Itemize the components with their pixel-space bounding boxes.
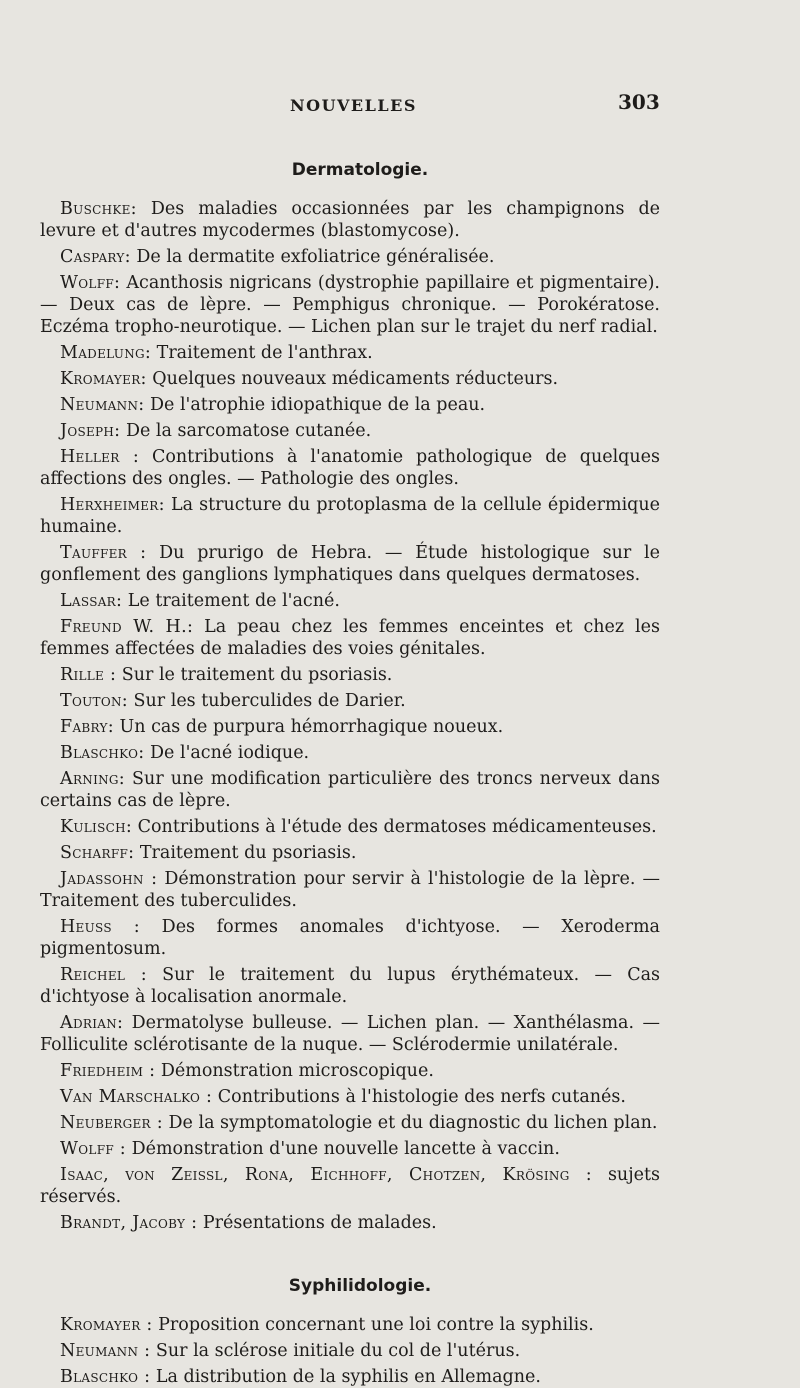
entry-text: Le traitement de l'acné. — [122, 591, 340, 611]
entry — [40, 768, 660, 812]
dermatologie-entries — [40, 198, 660, 1234]
entry-author: Caspary: — [60, 247, 131, 267]
page-header — [40, 88, 680, 122]
entry — [40, 272, 660, 338]
entry-text: Traitement du psoriasis. — [134, 843, 357, 863]
entry — [40, 964, 660, 1008]
entry — [40, 342, 660, 364]
entry-text: La structure du protoplasma de la cellule épidermique humaine. — [40, 495, 660, 537]
entry-author: Kulisch: — [60, 817, 133, 837]
entry — [40, 1212, 660, 1234]
entry-text: Un cas de purpura hémorrhagique noueux. — [113, 717, 504, 737]
entry-author: Neumann: — [60, 395, 145, 415]
entry-text: Sur une modification particulière des troncs nerveux dans certains cas de lèpre. — [40, 769, 660, 811]
entry-author: Wolff: — [60, 273, 121, 293]
entry-text: Proposition concernant une loi contre la syphilis. — [152, 1315, 594, 1335]
entry — [40, 1060, 660, 1082]
entry-author: Lassar: — [60, 591, 123, 611]
entry-author: Brandt, Jacoby : — [60, 1213, 198, 1233]
entry-author: Isaac, von Zeissl, Rona, Eichhoff, Chotzen, Krösing : — [60, 1165, 593, 1185]
entry-text: De l'atrophie idiopathique de la peau. — [144, 395, 486, 415]
syphilidologie-entries — [40, 1314, 660, 1388]
entry — [40, 690, 660, 712]
entry-text: Quelques nouveaux médicaments réducteurs. — [146, 369, 559, 389]
entry — [40, 420, 660, 442]
entry — [40, 394, 660, 416]
entry-author: Arning: — [60, 769, 125, 789]
entry-text: Sur le traitement du psoriasis. — [116, 665, 393, 685]
entry-author: Kromayer: — [60, 369, 147, 389]
entry — [40, 664, 660, 686]
entry — [40, 716, 660, 738]
entry-text: Sur le traitement du lupus érythémateux. — Cas d'ichtyose à localisation anormale. — [40, 965, 661, 1007]
entry — [40, 1086, 660, 1108]
entry — [40, 368, 660, 390]
entry-text: De la symptomatologie et du diagnostic du lichen plan. — [162, 1113, 658, 1133]
entry — [40, 816, 660, 838]
entry-text: De l'acné iodique. — [144, 743, 310, 763]
section-heading-dermatologie: Dermatologie. — [291, 160, 429, 180]
entry — [40, 1314, 660, 1336]
entry — [40, 1138, 660, 1160]
entry-text: Présentations de malades. — [197, 1213, 437, 1233]
entry-author: Buschke: — [60, 199, 137, 219]
entry-text: Acanthosis nigricans (dystrophie papillaire et pigmentaire). — Deux cas de lèpre. — Pemphigus chronique. — Porokératose. Eczéma tropho-neurotique. — Lichen plan sur le trajet du nerf radial. — [40, 273, 660, 337]
entry — [40, 542, 660, 586]
entry-author: Tauffer : — [60, 543, 147, 563]
page-number: 303 — [618, 90, 660, 114]
entry-author: Adrian: — [60, 1013, 124, 1033]
entry — [40, 198, 660, 242]
entry-author: Neumann : — [60, 1341, 151, 1361]
entry-author: Touton: — [60, 691, 128, 711]
entry-text: Contributions à l'étude des dermatoses médicamenteuses. — [132, 817, 657, 837]
entry — [40, 446, 660, 490]
entry-author: Blaschko : — [60, 1367, 151, 1387]
entry — [40, 616, 660, 660]
entry-author: Herxheimer: — [60, 495, 165, 515]
entry-text: De la dermatite exfoliatrice généralisée. — [130, 247, 495, 267]
entry-author: Blaschko: — [60, 743, 145, 763]
entry-author: Scharff: — [60, 843, 135, 863]
entry — [40, 916, 660, 960]
entry-author: Heuss : — [60, 917, 141, 937]
entry — [40, 1012, 660, 1056]
entry-text: Sur les tuberculides de Darier. — [127, 691, 406, 711]
entry-text: Contributions à l'anatomie pathologique de quelques affections des ongles. — Pathologie des ongles. — [40, 447, 660, 489]
entry-author: Neuberger : — [60, 1113, 163, 1133]
entry-author: Van Marschalko : — [60, 1087, 213, 1107]
section-heading-syphilidologie: Syphilidologie. — [288, 1276, 432, 1296]
entry — [40, 246, 660, 268]
entry-text: La peau chez les femmes enceintes et chez les femmes affectées de maladies des voies génitales. — [40, 617, 660, 659]
entry-text: Dermatolyse bulleuse. — Lichen plan. — Xanthélasma. — Folliculite sclérotisante de la nuque. — Sclérodermie unilatérale. — [40, 1013, 660, 1055]
entry-text: Contributions à l'histologie des nerfs cutanés. — [212, 1087, 626, 1107]
entry — [40, 590, 660, 612]
entry-author: Jadassohn : — [60, 869, 158, 889]
entry — [40, 868, 660, 912]
entry-text: Démonstration microscopique. — [155, 1061, 434, 1081]
entry — [40, 1112, 660, 1134]
entry-text: Démonstration pour servir à l'histologie de la lèpre. — Traitement des tuberculides. — [40, 869, 660, 911]
entry-text: Des maladies occasionnées par les champignons de levure et d'autres mycodermes (blastomycose). — [40, 199, 660, 241]
entry-author: Rille : — [60, 665, 117, 685]
entry-author: Joseph: — [60, 421, 121, 441]
entry — [40, 1340, 660, 1362]
entry-author: Reichel : — [60, 965, 147, 985]
entry-text: Démonstration d'une nouvelle lancette à vaccin. — [126, 1139, 560, 1159]
entry — [40, 1366, 660, 1388]
entry-text: Du prurigo de Hebra. — Étude histologique sur le gonflement des ganglions lymphatiques dans quelques dermatoses. — [40, 543, 660, 585]
entry — [40, 1164, 660, 1208]
running-title: NOUVELLES — [290, 96, 417, 115]
entry-text: Traitement de l'anthrax. — [151, 343, 373, 363]
entry-text: Sur la sclérose initiale du col de l'utérus. — [150, 1341, 521, 1361]
entry-text: De la sarcomatose cutanée. — [120, 421, 372, 441]
entry — [40, 842, 660, 864]
entry-author: Freund W. H.: — [60, 617, 194, 637]
entry-author: Kromayer : — [60, 1315, 153, 1335]
entry-author: Friedheim : — [60, 1061, 156, 1081]
entry — [40, 742, 660, 764]
entry-text: La distribution de la syphilis en Allemagne. — [150, 1367, 541, 1387]
entry-text: Des formes anomales d'ichtyose. — Xeroderma pigmentosum. — [40, 917, 660, 959]
entry-author: Fabry: — [60, 717, 114, 737]
entry-author: Madelung: — [60, 343, 152, 363]
entry-author: Heller : — [60, 447, 140, 467]
entry-author: Wolff : — [60, 1139, 127, 1159]
entry-text: sujets réservés. — [40, 1165, 660, 1207]
entry — [40, 494, 660, 538]
